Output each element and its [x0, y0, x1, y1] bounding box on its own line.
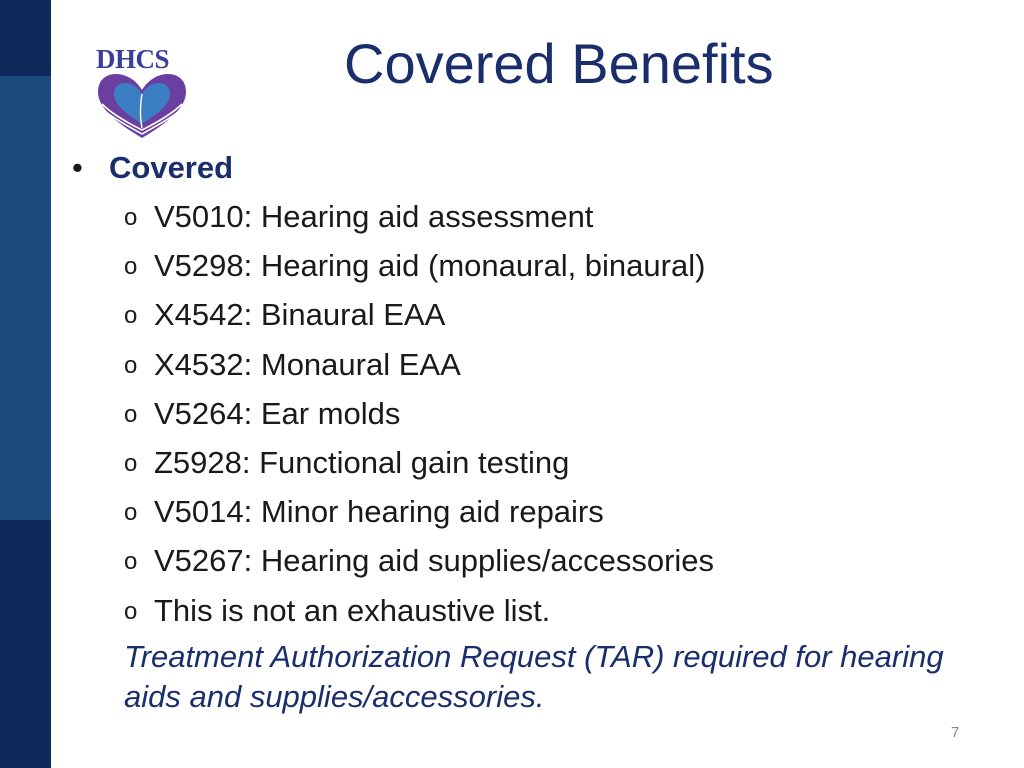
page-number: 7: [951, 724, 960, 741]
sub-bullet-marker: o: [124, 400, 138, 428]
sub-bullet-marker: o: [124, 351, 138, 379]
sub-bullet-marker: o: [124, 449, 138, 477]
band-segment-bottom: [0, 520, 51, 768]
sub-bullet-marker: o: [124, 548, 138, 576]
list-item: [68, 487, 968, 536]
list-item-text: V5014: Minor hearing aid repairs: [154, 494, 604, 530]
list-item-text: V5264: Ear molds: [154, 395, 401, 431]
bullet-heading: Covered: [109, 150, 234, 185]
sub-bullet-marker: o: [124, 597, 138, 625]
dhcs-logo: [92, 44, 192, 144]
bullet-marker: •: [72, 150, 83, 185]
logo-text: DHCS: [96, 44, 170, 74]
band-segment-top: [0, 0, 51, 76]
list-item: [68, 438, 968, 487]
list-item-text: X4542: Binaural EAA: [154, 297, 446, 333]
covered-items-list: [68, 192, 968, 635]
list-item-text: Z5928: Functional gain testing: [154, 444, 570, 480]
list-item-text: V5010: Hearing aid assessment: [154, 199, 594, 234]
tar-requirement-note: Treatment Authorization Request (TAR) required for hearing aids and supplies/accessories.: [124, 639, 944, 714]
list-item-text: V5267: Hearing aid supplies/accessories: [154, 543, 715, 579]
sub-bullet-marker: o: [124, 302, 138, 330]
list-item: [68, 192, 968, 241]
list-item-text: This is not an exhaustive list.: [154, 592, 551, 628]
list-item: [68, 389, 968, 438]
list-item: [68, 290, 968, 339]
sub-bullet-marker: o: [124, 499, 138, 527]
bullet-covered: [68, 144, 968, 192]
list-item: [68, 340, 968, 389]
sub-bullet-marker: o: [124, 204, 138, 231]
left-decorative-band: [0, 0, 51, 768]
list-item: [68, 536, 968, 585]
sub-bullet-marker: o: [124, 253, 138, 281]
heart-hands-icon: [92, 70, 192, 142]
slide-content: [68, 144, 968, 635]
slide-title: Covered Benefits: [344, 32, 774, 95]
list-item: [68, 586, 968, 635]
band-segment-middle: [0, 76, 51, 520]
list-item: [68, 241, 968, 290]
list-item-text: V5298: Hearing aid (monaural, binaural): [154, 248, 706, 284]
list-item-text: X4532: Monaural EAA: [154, 346, 461, 382]
